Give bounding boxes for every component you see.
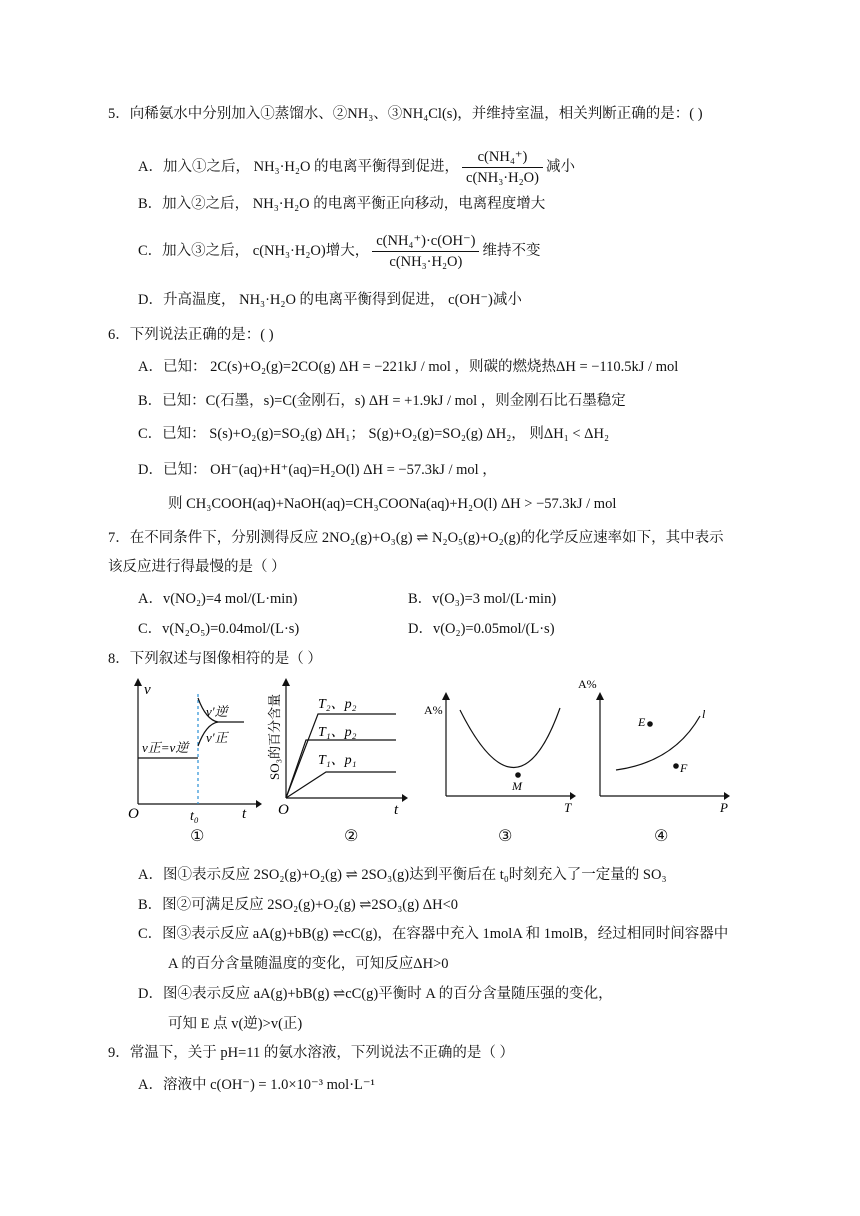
fig1-equilibrium-label: v正=v逆 <box>142 740 189 755</box>
q5-option-a <box>138 145 575 189</box>
q5-option-c-text: C．加入③之后， c(NH₃·H₂O)增大， <box>138 243 370 259</box>
q5-option-c <box>138 229 540 273</box>
q6-option-b: B．已知：C(石墨，s)=C(金刚石，s) ΔH = +1.9kJ / mol ，则金刚石比石墨稳定 <box>138 393 626 409</box>
q6-stem: 6．下列说法正确的是：( ) <box>108 327 274 343</box>
fig2-series-3-label: T₁、p₁ <box>318 753 357 768</box>
fig2-y-axis-label: SO₃的百分含量 <box>267 693 282 780</box>
fig1-y-axis-label: v <box>144 682 151 698</box>
fig4-point-f-label: F <box>680 761 688 775</box>
q8-option-a: A．图①表示反应 2SO₂(g)+O₂(g) ⇌ 2SO₃(g)达到平衡后在 t₀时刻充入了一定量的 SO₃ <box>138 867 667 883</box>
fig4-x-axis-label: P <box>720 800 728 815</box>
figure-3 <box>420 676 580 824</box>
figure-4 <box>574 676 734 824</box>
q8-option-d-continued: 可知 E 点 v(逆)>v(正) <box>168 1016 303 1032</box>
q8-option-c: C．图③表示反应 aA(g)+bB(g) ⇌cC(g)，在容器中充入 1molA 和 1molB，经过相同时间容器中 <box>138 926 729 942</box>
q8-option-d: D．图④表示反应 aA(g)+bB(g) ⇌cC(g)平衡时 A 的百分含量随压强的变化， <box>138 986 613 1002</box>
fig4-point-e-label: E <box>638 715 646 729</box>
q5-option-a-fraction <box>462 148 543 187</box>
q6-option-d: D．已知： OH⁻(aq)+H⁺(aq)=H₂O(l) ΔH = −57.3kJ / mol ， <box>138 462 497 478</box>
q6-option-c: C．已知： S(s)+O₂(g)=SO₂(g) ΔH₁； S(g)+O₂(g)=SO₂(g) ΔH₂， 则ΔH₁ < ΔH₂ <box>138 426 610 442</box>
fig4-y-axis-label: A% <box>578 677 597 691</box>
q7-stem-continued: 该反应进行得最慢的是（ ） <box>108 559 286 575</box>
q6-option-d-continued: 则 CH₃COOH(aq)+NaOH(aq)=CH₃COONa(aq)+H₂O(l) ΔH > −57.3kJ / mol <box>168 496 617 512</box>
q7-option-d: D．v(O₂)=0.05mol/(L·s) <box>408 621 555 637</box>
figure-2-caption: ② <box>344 826 359 845</box>
q8-option-b: B．图②可满足反应 2SO₂(g)+O₂(g) ⇌2SO₃(g) ΔH<0 <box>138 897 459 913</box>
fig4-curve-label: l <box>702 707 706 721</box>
figure-1 <box>126 676 262 824</box>
q5-option-c-denominator: c(NH₃·H₂O) <box>389 254 463 271</box>
q5-option-c-numerator: c(NH₄⁺)·c(OH⁻) <box>372 232 479 252</box>
q9-stem: 9．常温下，关于 pH=11 的氨水溶液，下列说法不正确的是（ ） <box>108 1045 514 1061</box>
q5-option-a-numerator: c(NH₄⁺) <box>462 148 543 168</box>
q5-option-a-text: A．加入①之后， NH₃·H₂O 的电离平衡得到促进， <box>138 159 460 175</box>
figure-4-caption: ④ <box>654 826 669 845</box>
q5-option-a-denominator: c(NH₃·H₂O) <box>466 170 539 187</box>
q7-stem: 7．在不同条件下，分别测得反应 2NO₂(g)+O₃(g) ⇌ N₂O₅(g)+O₂(g)的化学反应速率如下，其中表示 <box>108 530 724 546</box>
fig1-v-reverse-label: v′逆 <box>206 704 228 719</box>
q5-option-c-fraction <box>372 232 479 271</box>
fig3-x-axis-label: T <box>564 800 572 815</box>
figure-2 <box>266 676 408 824</box>
q6-option-a: A．已知： 2C(s)+O₂(g)=2CO(g) ΔH = −221kJ / mol ，则碳的燃烧热ΔH = −110.5kJ / mol <box>138 359 679 375</box>
fig2-origin-label: O <box>278 802 289 818</box>
q8-stem: 8．下列叙述与图像相符的是（ ） <box>108 651 322 667</box>
q5-stem: 5．向稀氨水中分别加入①蒸馏水、②NH₃、③NH₄Cl(s)，并维持室温，相关判断正确的是：( ) <box>108 106 703 122</box>
fig3-point-m-label: M <box>512 779 522 793</box>
fig2-x-axis-label: t <box>394 802 399 818</box>
fig1-x-axis-label: t <box>242 806 247 822</box>
q5-option-b: B．加入②之后， NH₃·H₂O 的电离平衡正向移动，电离程度增大 <box>138 196 546 212</box>
fig1-t0-label: t₀ <box>190 809 199 824</box>
q5-option-c-tail: 维持不变 <box>482 243 541 259</box>
fig1-v-forward-label: v′正 <box>206 730 228 745</box>
q7-option-c: C．v(N₂O₅)=0.04mol/(L·s) <box>138 621 300 637</box>
figure-3-caption: ③ <box>498 826 513 845</box>
q5-option-d: D．升高温度， NH₃·H₂O 的电离平衡得到促进， c(OH⁻)减小 <box>138 292 522 308</box>
q9-option-a: A．溶液中 c(OH⁻) = 1.0×10⁻³ mol·L⁻¹ <box>138 1077 375 1093</box>
q7-option-a: A．v(NO₂)=4 mol/(L·min) <box>138 591 298 607</box>
fig1-origin-label: O <box>128 806 139 822</box>
fig3-y-axis-label: A% <box>424 703 443 717</box>
q8-option-c-continued: A 的百分含量随温度的变化，可知反应ΔH>0 <box>168 956 449 972</box>
fig2-series-1-label: T₂、p₂ <box>318 697 357 712</box>
q5-option-a-tail: 减小 <box>545 159 575 175</box>
fig2-series-2-label: T₁、p₂ <box>318 725 357 740</box>
figure-1-caption: ① <box>190 826 205 845</box>
q7-option-b: B．v(O₃)=3 mol/(L·min) <box>408 591 557 607</box>
